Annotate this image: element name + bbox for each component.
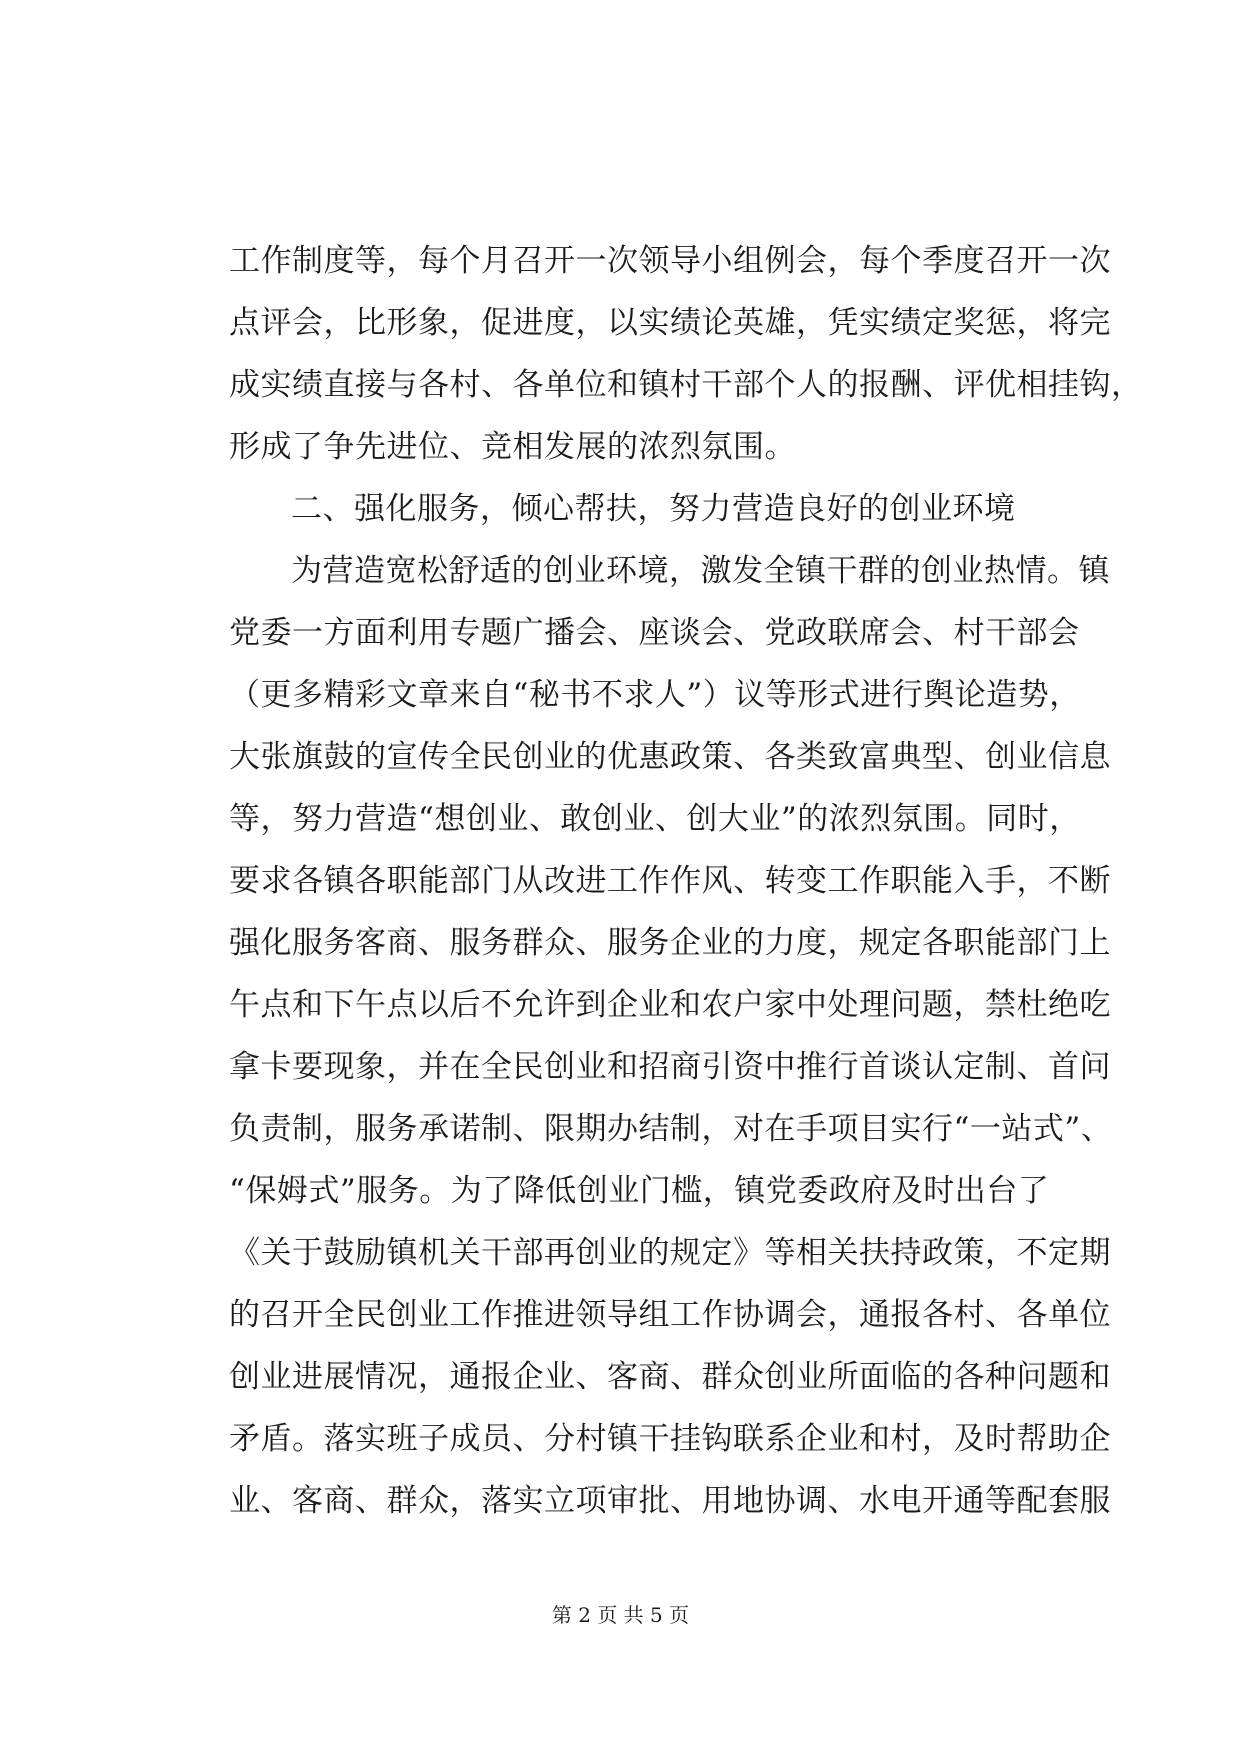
text-line: 午点和下午点以后不允许到企业和农户家中处理问题，禁杜绝吃 — [229, 987, 1111, 1023]
text-line: 点评会，比形象，促进度，以实绩论英雄，凭实绩定奖惩，将完 — [229, 305, 1111, 341]
text-line: 等，努力营造“想创业、敢创业、创大业”的浓烈氛围。同时， — [229, 801, 1081, 837]
page-footer: 第 2 页 共 5 页 — [551, 1603, 690, 1627]
text-line: 为营造宽松舒适的创业环境，激发全镇干群的创业热情。镇 — [291, 553, 1110, 589]
text-line: 要求各镇各职能部门从改进工作作风、转变工作职能入手，不断 — [229, 863, 1111, 899]
text-line: 创业进展情况，通报企业、客商、群众创业所面临的各种问题和 — [229, 1359, 1111, 1395]
text-line: 形成了争先进位、竞相发展的浓烈氛围。 — [229, 429, 796, 465]
text-line: 强化服务客商、服务群众、服务企业的力度，规定各职能部门上 — [229, 925, 1111, 961]
text-line: 大张旗鼓的宣传全民创业的优惠政策、各类致富典型、创业信息 — [229, 739, 1111, 775]
text-line: 工作制度等，每个月召开一次领导小组例会，每个季度召开一次 — [229, 243, 1111, 279]
text-line: 《关于鼓励镇机关干部再创业的规定》等相关扶持政策，不定期 — [229, 1235, 1111, 1271]
text-line: 党委一方面利用专题广播会、座谈会、党政联席会、村干部会 — [229, 615, 1080, 651]
text-line: 矛盾。落实班子成员、分村镇干挂钩联系企业和村，及时帮助企 — [229, 1421, 1111, 1457]
text-line: （更多精彩文章来自“秘书不求人”）议等形式进行舆论造势， — [229, 677, 1081, 713]
text-line: 成实绩直接与各村、各单位和镇村干部个人的报酬、评优相挂钩， — [229, 367, 1143, 403]
text-line: “保姆式”服务。为了降低创业门槛，镇党委政府及时出台了 — [229, 1173, 1050, 1209]
text-line: 二、强化服务，倾心帮扶，努力营造良好的创业环境 — [291, 491, 1016, 527]
body-text — [229, 230, 1143, 1532]
text-line: 拿卡要现象，并在全民创业和招商引资中推行首谈认定制、首问 — [229, 1049, 1111, 1085]
text-line: 业、客商、群众，落实立项审批、用地协调、水电开通等配套服 — [229, 1483, 1111, 1519]
text-line: 负责制，服务承诺制、限期办结制，对在手项目实行“一站式”、 — [229, 1111, 1113, 1147]
text-line: 的召开全民创业工作推进领导组工作协调会，通报各村、各单位 — [229, 1297, 1111, 1333]
